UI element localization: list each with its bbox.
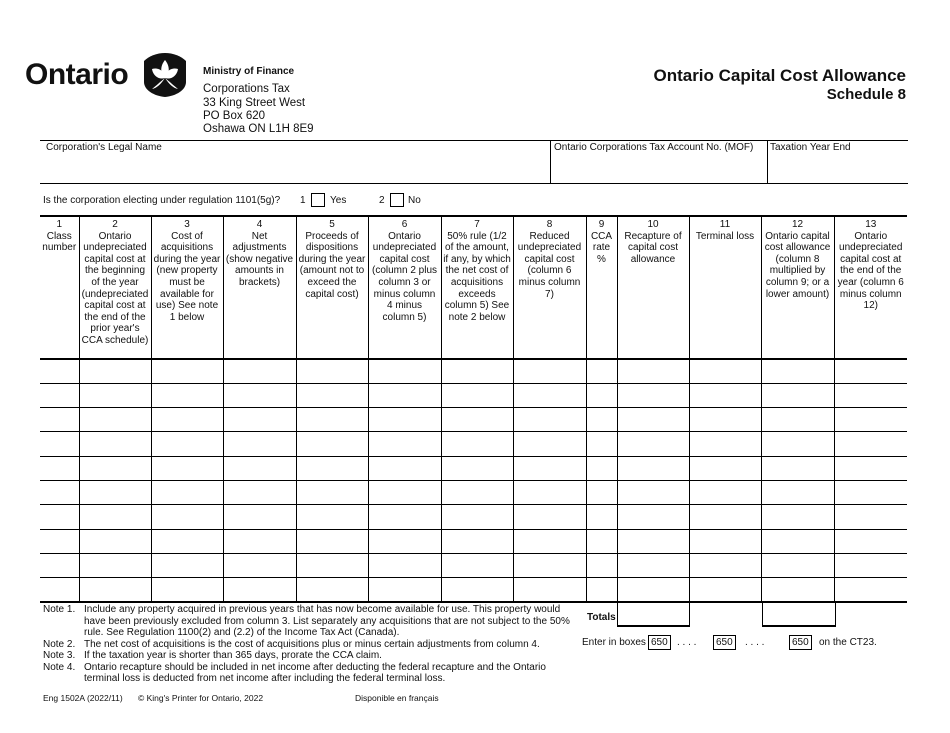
cell-col-10[interactable] (617, 578, 689, 602)
cell-col-4[interactable] (223, 529, 296, 553)
cell-col-4[interactable] (223, 432, 296, 456)
cell-col-7[interactable] (441, 383, 513, 407)
cell-col-12[interactable] (761, 359, 834, 383)
cell-col-12[interactable] (761, 432, 834, 456)
cca-table (40, 215, 907, 603)
note-2: Note 2. The net cost of acquisitions is the cost of acquisitions plus or minus certain adjustments from column 4. (43, 638, 540, 650)
col-header-4: 4 Net adjustments (show negative amounts in brackets) (223, 216, 296, 359)
cell-col-12[interactable] (761, 480, 834, 504)
cell-col-5[interactable] (296, 432, 368, 456)
cell-col-9[interactable] (586, 480, 617, 504)
cell-col-12[interactable] (761, 578, 834, 602)
cell-col-10[interactable] (617, 456, 689, 480)
cell-col-12[interactable] (761, 383, 834, 407)
col-header-12: 12 Ontario capital cost allowance (column 8 multiplied by column 9; or a lower amount) (761, 216, 834, 359)
cell-col-6[interactable] (368, 432, 441, 456)
cell-col-13[interactable] (834, 383, 907, 407)
cell-col-11[interactable] (689, 456, 761, 480)
cell-col-8[interactable] (513, 408, 586, 432)
cell-col-8[interactable] (513, 529, 586, 553)
cell-col-9[interactable] (586, 383, 617, 407)
table-row (40, 553, 907, 577)
box-650-third: 650 (789, 635, 812, 650)
ministry-name: Ministry of Finance (203, 66, 295, 77)
cell-col-4[interactable] (223, 456, 296, 480)
cell-col-9[interactable] (586, 408, 617, 432)
cell-col-6[interactable] (368, 505, 441, 529)
cell-col-4[interactable] (223, 383, 296, 407)
dot-leader-2: . . . . (745, 637, 765, 648)
yes-checkbox[interactable] (311, 193, 325, 207)
cell-col-10[interactable] (617, 553, 689, 577)
cell-col-10[interactable] (617, 383, 689, 407)
cell-col-2[interactable] (79, 456, 151, 480)
table-body (40, 359, 907, 602)
cell-col-6[interactable] (368, 456, 441, 480)
cell-col-9[interactable] (586, 432, 617, 456)
cell-col-11[interactable] (689, 383, 761, 407)
cell-col-3[interactable] (151, 359, 223, 383)
cell-col-12[interactable] (761, 505, 834, 529)
cell-col-9[interactable] (586, 553, 617, 577)
cell-col-11[interactable] (689, 553, 761, 577)
cell-col-3[interactable] (151, 456, 223, 480)
cell-col-2[interactable] (79, 505, 151, 529)
table-row (40, 578, 907, 602)
cell-col-3[interactable] (151, 505, 223, 529)
cell-col-1[interactable] (40, 408, 79, 432)
cell-col-6[interactable] (368, 480, 441, 504)
account-number-label: Ontario Corporations Tax Account No. (MOF) (554, 142, 754, 153)
note-1: Note 1. Include any property acquired in previous years that has now become available for use. This property would have been previously excluded from column 3. List separately any acquisitions that are not subject to the 50% rule. See Regulation 1100(2) and (2.2) of the Income Tax Act (Canada). (43, 604, 570, 638)
cell-col-3[interactable] (151, 432, 223, 456)
legal-name-label: Corporation's Legal Name (46, 142, 162, 153)
cell-col-9[interactable] (586, 578, 617, 602)
cell-col-7[interactable] (441, 480, 513, 504)
cell-col-7[interactable] (441, 456, 513, 480)
cell-col-2[interactable] (79, 480, 151, 504)
cell-col-1[interactable] (40, 480, 79, 504)
cell-col-11[interactable] (689, 359, 761, 383)
cell-col-7[interactable] (441, 408, 513, 432)
cell-col-1[interactable] (40, 383, 79, 407)
cell-col-7[interactable] (441, 553, 513, 577)
table-row (40, 408, 907, 432)
account-number-field[interactable] (551, 154, 766, 182)
cell-col-10[interactable] (617, 529, 689, 553)
legal-name-field[interactable] (41, 154, 549, 182)
cell-col-9[interactable] (586, 359, 617, 383)
col-header-7: 7 50% rule (1/2 of the amount, if any, by which the net cost of acquisitions exceeds column 5) See note 2 below (441, 216, 513, 359)
totals-label: Totals (587, 612, 616, 623)
total-recapture-box[interactable] (617, 601, 690, 627)
cell-col-4[interactable] (223, 408, 296, 432)
ontario-logo-text: Ontario (25, 58, 129, 91)
cell-col-4[interactable] (223, 359, 296, 383)
yes-option-label: Yes (330, 195, 347, 206)
corp-info-bottom-rule (40, 183, 908, 184)
cell-col-1[interactable] (40, 529, 79, 553)
cell-col-2[interactable] (79, 529, 151, 553)
col-header-6: 6 Ontario undepreciated capital cost (column 2 plus column 3 or minus column 4 minus column 5) (368, 216, 441, 359)
year-end-label: Taxation Year End (770, 142, 851, 153)
french-availability: Disponible en français (355, 693, 439, 703)
box-650-first: 650 (648, 635, 671, 650)
cell-col-9[interactable] (586, 456, 617, 480)
cell-col-1[interactable] (40, 553, 79, 577)
no-option-number: 2 (379, 195, 385, 206)
table-row (40, 359, 907, 383)
cell-col-5[interactable] (296, 359, 368, 383)
cell-col-4[interactable] (223, 505, 296, 529)
cell-col-10[interactable] (617, 480, 689, 504)
cell-col-3[interactable] (151, 480, 223, 504)
cell-col-13[interactable] (834, 480, 907, 504)
cell-col-10[interactable] (617, 408, 689, 432)
form-number: Eng 1502A (2022/11) (43, 693, 123, 703)
cell-col-3[interactable] (151, 578, 223, 602)
table-row (40, 383, 907, 407)
schedule-number: Schedule 8 (826, 86, 906, 103)
trillium-icon (143, 52, 187, 98)
cell-col-12[interactable] (761, 456, 834, 480)
col-header-5: 5 Proceeds of dispositions during the year (amount not to exceed the capital cost) (296, 216, 368, 359)
cell-col-8[interactable] (513, 456, 586, 480)
col-header-8: 8 Reduced undepreciated capital cost (column 6 minus column 7) (513, 216, 586, 359)
dot-leader-1: . . . . (677, 637, 697, 648)
cell-col-6[interactable] (368, 553, 441, 577)
cell-col-3[interactable] (151, 553, 223, 577)
cell-col-6[interactable] (368, 578, 441, 602)
address-line-1: Corporations Tax (203, 83, 290, 95)
cell-col-11[interactable] (689, 408, 761, 432)
table-row (40, 456, 907, 480)
cell-col-5[interactable] (296, 383, 368, 407)
cell-col-8[interactable] (513, 553, 586, 577)
col-header-1: 1 Class number (40, 216, 79, 359)
cell-col-11[interactable] (689, 432, 761, 456)
table-header-row (40, 216, 907, 359)
cell-col-7[interactable] (441, 432, 513, 456)
election-question: Is the corporation electing under regulation 1101(5g)? (43, 195, 281, 206)
copyright: © King's Printer for Ontario, 2022 (138, 693, 264, 703)
address-line-2: 33 King Street West (203, 97, 306, 109)
cell-col-1[interactable] (40, 578, 79, 602)
box-650-second: 650 (713, 635, 736, 650)
cell-col-4[interactable] (223, 578, 296, 602)
cell-col-13[interactable] (834, 578, 907, 602)
cell-col-5[interactable] (296, 456, 368, 480)
year-end-field[interactable] (768, 154, 907, 182)
cell-col-12[interactable] (761, 553, 834, 577)
cell-col-11[interactable] (689, 529, 761, 553)
address-line-4: Oshawa ON L1H 8E9 (203, 123, 314, 135)
cell-col-2[interactable] (79, 359, 151, 383)
cell-col-8[interactable] (513, 480, 586, 504)
table-row (40, 432, 907, 456)
cell-col-13[interactable] (834, 505, 907, 529)
cell-col-1[interactable] (40, 432, 79, 456)
cell-col-8[interactable] (513, 383, 586, 407)
cell-col-9[interactable] (586, 505, 617, 529)
col-header-10: 10 Recapture of capital cost allowance (617, 216, 689, 359)
cell-col-6[interactable] (368, 383, 441, 407)
table-row (40, 480, 907, 504)
table-row (40, 505, 907, 529)
cell-col-13[interactable] (834, 553, 907, 577)
cell-col-10[interactable] (617, 505, 689, 529)
cell-col-4[interactable] (223, 553, 296, 577)
cell-col-11[interactable] (689, 505, 761, 529)
cell-col-11[interactable] (689, 480, 761, 504)
cell-col-3[interactable] (151, 383, 223, 407)
cell-col-11[interactable] (689, 578, 761, 602)
cell-col-7[interactable] (441, 578, 513, 602)
cell-col-5[interactable] (296, 578, 368, 602)
cell-col-13[interactable] (834, 432, 907, 456)
cell-col-13[interactable] (834, 456, 907, 480)
cell-col-2[interactable] (79, 578, 151, 602)
col-header-9: 9 CCA rate % (586, 216, 617, 359)
cell-col-8[interactable] (513, 359, 586, 383)
corp-info-top-rule (40, 140, 908, 141)
col-header-3: 3 Cost of acquisitions during the year (new property must be available for use) See note 1 below (151, 216, 223, 359)
cell-col-13[interactable] (834, 408, 907, 432)
cell-col-5[interactable] (296, 408, 368, 432)
cell-col-7[interactable] (441, 529, 513, 553)
enter-in-boxes-suffix: on the CT23. (819, 637, 877, 648)
cell-col-5[interactable] (296, 480, 368, 504)
form-title: Ontario Capital Cost Allowance (653, 66, 906, 85)
table-row (40, 529, 907, 553)
note-3: Note 3. If the taxation year is shorter than 365 days, prorate the CCA claim. (43, 650, 382, 661)
cell-col-9[interactable] (586, 529, 617, 553)
cell-col-6[interactable] (368, 529, 441, 553)
enter-in-boxes-label: Enter in boxes (582, 637, 646, 648)
notes-section (43, 604, 573, 685)
cell-col-6[interactable] (368, 408, 441, 432)
cell-col-2[interactable] (79, 432, 151, 456)
yes-option-number: 1 (300, 195, 306, 206)
col-header-2: 2 Ontario undepreciated capital cost at the beginning of the year (undepreciated capital cost at the end of the prior year's CCA schedule) (79, 216, 151, 359)
cell-col-8[interactable] (513, 432, 586, 456)
cell-col-3[interactable] (151, 529, 223, 553)
col-header-11: 11 Terminal loss (689, 216, 761, 359)
cell-col-1[interactable] (40, 456, 79, 480)
cell-col-10[interactable] (617, 359, 689, 383)
cell-col-3[interactable] (151, 408, 223, 432)
cell-col-5[interactable] (296, 529, 368, 553)
cell-col-13[interactable] (834, 359, 907, 383)
cell-col-2[interactable] (79, 408, 151, 432)
cell-col-7[interactable] (441, 505, 513, 529)
cell-col-6[interactable] (368, 359, 441, 383)
cell-col-2[interactable] (79, 383, 151, 407)
cell-col-2[interactable] (79, 553, 151, 577)
cell-col-4[interactable] (223, 480, 296, 504)
cell-col-8[interactable] (513, 505, 586, 529)
cell-col-1[interactable] (40, 359, 79, 383)
cell-col-7[interactable] (441, 359, 513, 383)
cell-col-1[interactable] (40, 505, 79, 529)
no-checkbox[interactable] (390, 193, 404, 207)
note-4: Note 4. Ontario recapture should be included in net income after deducting the federal recapture and the Ontario terminal loss is deducted from net income after including the federal terminal loss. (43, 661, 546, 684)
cell-col-13[interactable] (834, 529, 907, 553)
cell-col-5[interactable] (296, 505, 368, 529)
cell-col-12[interactable] (761, 529, 834, 553)
cell-col-10[interactable] (617, 432, 689, 456)
cell-col-5[interactable] (296, 553, 368, 577)
no-option-label: No (408, 195, 421, 206)
address-line-3: PO Box 620 (203, 110, 266, 122)
total-cca-box[interactable] (762, 601, 836, 627)
cell-col-12[interactable] (761, 408, 834, 432)
cell-col-8[interactable] (513, 578, 586, 602)
col-header-13: 13 Ontario undepreciated capital cost at the end of the year (column 6 minus column 12) (834, 216, 907, 359)
